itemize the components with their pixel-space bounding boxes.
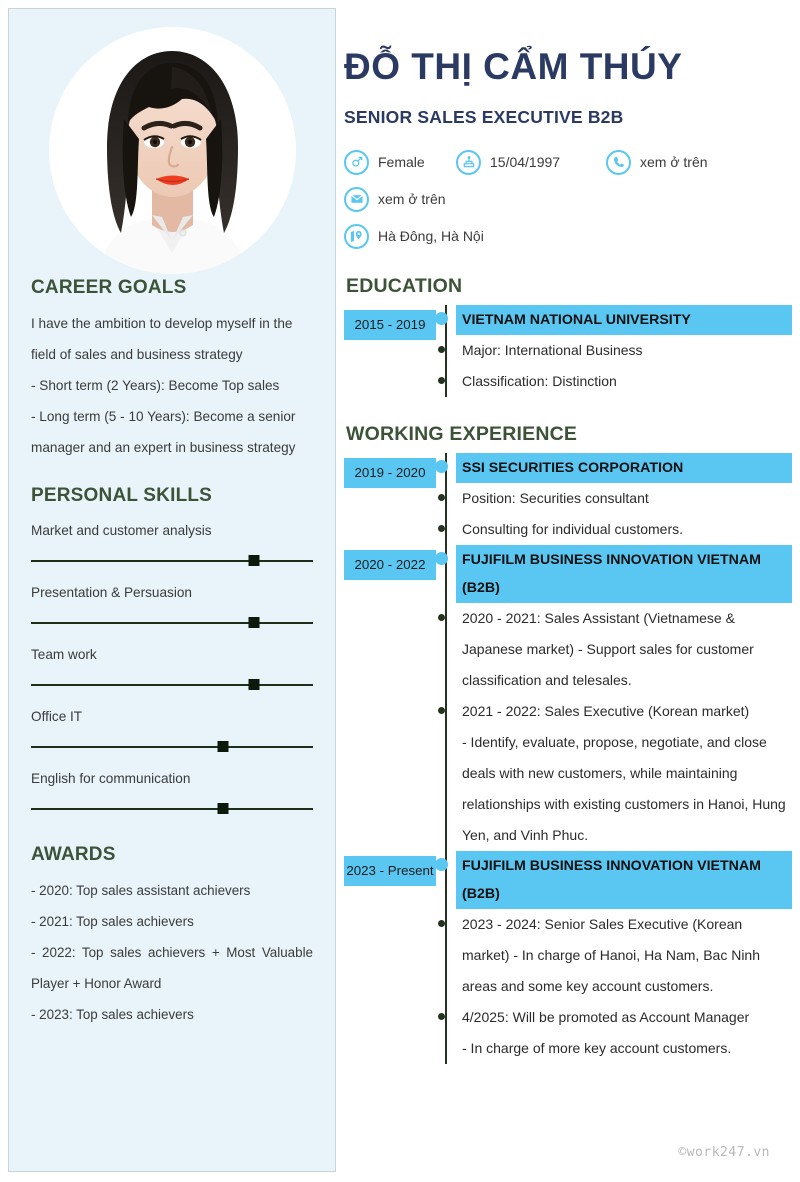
experience-detail: 2023 - 2024: Senior Sales Executive (Korean market) - In charge of Hanoi, Ha Nam, Bac Ninh areas and some key account customers.: [462, 915, 761, 994]
contact-email[interactable]: [344, 187, 446, 212]
timeline-dot-main: [435, 858, 448, 871]
skill-slider[interactable]: [31, 796, 313, 822]
date-chip: 2015 - 2019: [344, 310, 436, 340]
experience-organization: FUJIFILM BUSINESS INNOVATION VIETNAM (B2B): [456, 545, 792, 603]
experience-date: [344, 453, 436, 488]
experience-content: [456, 545, 792, 851]
education-detail: Major: International Business: [462, 341, 643, 358]
award-item: - 2022: Top sales achievers + Most Valuable Player + Honor Award: [31, 945, 313, 991]
skill-slider[interactable]: [31, 734, 313, 760]
experience-detail-row: [456, 483, 792, 514]
skill-knob[interactable]: [248, 617, 259, 628]
date-chip: 2019 - 2020: [344, 458, 436, 488]
skill-label: Team work: [31, 647, 97, 662]
experience-content: [456, 851, 792, 1064]
contact-birthday-text: 15/04/1997: [490, 154, 561, 171]
contact-phone[interactable]: [606, 150, 708, 175]
skill-track: [31, 746, 313, 748]
skill-track: [31, 808, 313, 810]
contact-row: [344, 224, 792, 249]
education-entry: [344, 305, 792, 397]
contact-phone-text: xem ở trên: [640, 154, 708, 171]
contact-list: [344, 150, 792, 249]
working-experience-heading: WORKING EXPERIENCE: [346, 422, 578, 445]
education-date: [344, 305, 436, 340]
gender-icon: [344, 150, 369, 175]
contact-row: [344, 150, 792, 175]
skill-slider[interactable]: [31, 548, 313, 574]
date-chip: 2023 - Present: [344, 856, 436, 886]
date-chip: 2020 - 2022: [344, 550, 436, 580]
timeline-dot-sub: [438, 377, 445, 384]
timeline-dot-sub: [438, 614, 445, 621]
experience-content: [456, 453, 792, 545]
education-detail: Classification: Distinction: [462, 372, 617, 389]
education-org-row: [456, 305, 792, 335]
timeline-dot-main: [435, 552, 448, 565]
skill-track: [31, 622, 313, 624]
career-goals-line-3: - Long term (5 - 10 Years): Become a senior manager and an expert in business strategy: [31, 409, 296, 455]
skill-slider[interactable]: [31, 672, 313, 698]
birthday-cake-icon: [456, 150, 481, 175]
skill-knob[interactable]: [248, 679, 259, 690]
skill-item: [31, 578, 313, 636]
award-item: - 2023: Top sales achievers: [31, 1007, 194, 1022]
skill-item: [31, 764, 313, 822]
experience-detail: 2020 - 2021: Sales Assistant (Vietnamese & Japanese market) - Support sales for customer classification and telesales.: [462, 609, 754, 688]
contact-location: [344, 224, 484, 249]
avatar: [49, 27, 296, 274]
skill-knob[interactable]: [217, 803, 228, 814]
experience-detail: 2021 - 2022: Sales Executive (Korean market) - Identify, evaluate, propose, negotiate, and close deals with new customers, while maintaining relationships with existing customers in Hanoi, Hung Yen, and Vinh Phuc.: [462, 702, 786, 843]
avatar-container: [9, 9, 335, 277]
career-goals-line-2: - Short term (2 Years): Become Top sales: [31, 378, 280, 393]
contact-email-text: xem ở trên: [378, 191, 446, 208]
experience-detail-row: [456, 696, 792, 851]
skill-label: English for communication: [31, 771, 191, 786]
experience-detail-row: [456, 909, 792, 1002]
experience-org-row: [456, 545, 792, 603]
skill-item: [31, 640, 313, 698]
personal-skills-heading: PERSONAL SKILLS: [31, 485, 213, 506]
award-item: - 2020: Top sales assistant achievers: [31, 883, 251, 898]
experience-org-row: [456, 851, 792, 909]
timeline-dot-sub: [438, 494, 445, 501]
experience-detail-row: [456, 603, 792, 696]
skill-slider[interactable]: [31, 610, 313, 636]
timeline-dot-sub: [438, 1013, 445, 1020]
education-detail-row: [456, 335, 792, 366]
experience-detail: 4/2025: Will be promoted as Account Manager - In charge of more key account customers.: [462, 1008, 750, 1056]
timeline-dot-main: [435, 460, 448, 473]
award-item: - 2021: Top sales achievers: [31, 914, 194, 929]
sidebar: [8, 8, 336, 1172]
main-column: [344, 8, 792, 1064]
skill-label: Presentation & Persuasion: [31, 585, 192, 600]
experience-entry: [344, 545, 792, 851]
timeline-dot-sub: [438, 346, 445, 353]
sidebar-body: [9, 277, 335, 1030]
email-icon: [344, 187, 369, 212]
experience-date: [344, 545, 436, 580]
watermark: ©work247.vn: [678, 1145, 770, 1160]
skill-item: [31, 702, 313, 760]
career-goals-heading: CAREER GOALS: [31, 277, 187, 298]
timeline-dot-sub: [438, 525, 445, 532]
timeline-dot-main: [435, 312, 448, 325]
contact-row: [344, 187, 792, 212]
contact-gender-text: Female: [378, 154, 425, 171]
education-content: [456, 305, 792, 397]
experience-organization: FUJIFILM BUSINESS INNOVATION VIETNAM (B2B): [456, 851, 792, 909]
contact-location-text: Hà Đông, Hà Nội: [378, 228, 484, 245]
experience-detail-row: [456, 514, 792, 545]
experience-entry: [344, 453, 792, 545]
skill-track: [31, 560, 313, 562]
education-organization: VIETNAM NATIONAL UNIVERSITY: [456, 305, 792, 335]
skill-knob[interactable]: [248, 555, 259, 566]
skill-label: Market and customer analysis: [31, 523, 212, 538]
career-goals-line-1: I have the ambition to develop myself in the field of sales and business strategy: [31, 316, 293, 362]
skill-item: [31, 516, 313, 574]
location-icon: [344, 224, 369, 249]
phone-icon: [606, 150, 631, 175]
experience-organization: SSI SECURITIES CORPORATION: [456, 453, 792, 483]
experience-org-row: [456, 453, 792, 483]
portrait-photo: [49, 27, 296, 274]
education-detail-row: [456, 366, 792, 397]
timeline-dot-sub: [438, 707, 445, 714]
skill-track: [31, 684, 313, 686]
timeline-dot-sub: [438, 920, 445, 927]
experience-date: [344, 851, 436, 886]
skill-label: Office IT: [31, 709, 83, 724]
timeline-line: [436, 851, 456, 1064]
contact-birthday: [456, 150, 606, 175]
contact-gender: [344, 150, 456, 175]
experience-detail: Consulting for individual customers.: [462, 520, 683, 537]
skill-knob[interactable]: [217, 741, 228, 752]
awards-heading: AWARDS: [31, 844, 116, 865]
job-title: SENIOR SALES EXECUTIVE B2B: [344, 106, 624, 127]
timeline-line: [436, 545, 456, 851]
experience-detail: Position: Securities consultant: [462, 489, 649, 506]
page-title: ĐỖ THỊ CẨM THÚY: [344, 46, 683, 87]
experience-entry: [344, 851, 792, 1064]
experience-detail-row: [456, 1002, 792, 1064]
education-heading: EDUCATION: [346, 274, 463, 297]
